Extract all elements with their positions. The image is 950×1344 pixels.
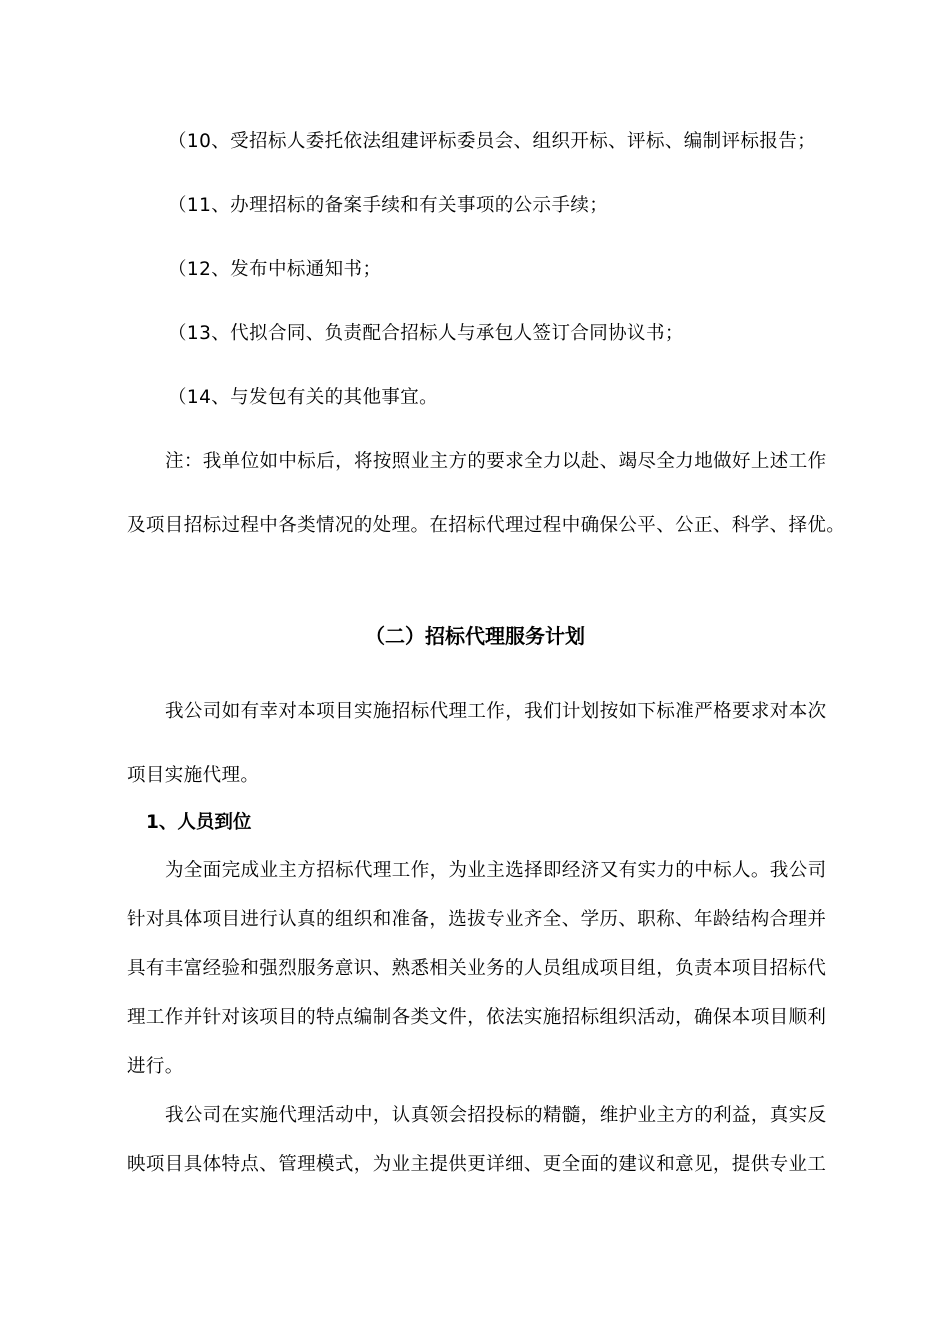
paragraph1-line-5: 进行。 <box>127 1056 184 1077</box>
list-item-13: （13、代拟合同、负责配合招标人与承包人签订合同协议书； <box>168 323 684 344</box>
note-line-2: 及项目招标过程中各类情况的处理。在招标代理过程中确保公平、公正、科学、择优。 <box>127 515 846 536</box>
list-item-12: （12、发布中标通知书； <box>168 259 382 280</box>
paragraph2-line-2: 映项目具体特点、管理模式，为业主提供更详细、更全面的建议和意见，提供专业工 <box>127 1154 827 1175</box>
note-line-1: 注：我单位如中标后，将按照业主方的要求全力以赴、竭尽全力地做好上述工作 <box>165 451 827 472</box>
list-item-10: （10、受招标人委托依法组建评标委员会、组织开标、评标、编制评标报告； <box>168 131 817 152</box>
section-heading: （二）招标代理服务计划 <box>365 624 585 648</box>
list-item-14: （14、与发包有关的其他事宜。 <box>168 387 439 408</box>
paragraph1-line-3: 具有丰富经验和强烈服务意识、熟悉相关业务的人员组成项目组，负责本项目招标代 <box>127 958 827 979</box>
paragraph1-line-2: 针对具体项目进行认真的组织和准备，选拔专业齐全、学历、职称、年龄结构合理并 <box>127 909 827 930</box>
paragraph1-line-1: 为全面完成业主方招标代理工作，为业主选择即经济又有实力的中标人。我公司 <box>165 860 827 881</box>
subsection-heading: 1、人员到位 <box>146 812 252 833</box>
intro-line-2: 项目实施代理。 <box>127 765 260 786</box>
intro-line-1: 我公司如有幸对本项目实施招标代理工作，我们计划按如下标准严格要求对本次 <box>165 701 827 722</box>
paragraph1-line-4: 理工作并针对该项目的特点编制各类文件，依法实施招标组织活动，确保本项目顺利 <box>127 1007 827 1028</box>
paragraph2-line-1: 我公司在实施代理活动中，认真领会招投标的精髓，维护业主方的利益，真实反 <box>165 1105 827 1126</box>
list-item-11: （11、办理招标的备案手续和有关事项的公示手续； <box>168 195 609 216</box>
